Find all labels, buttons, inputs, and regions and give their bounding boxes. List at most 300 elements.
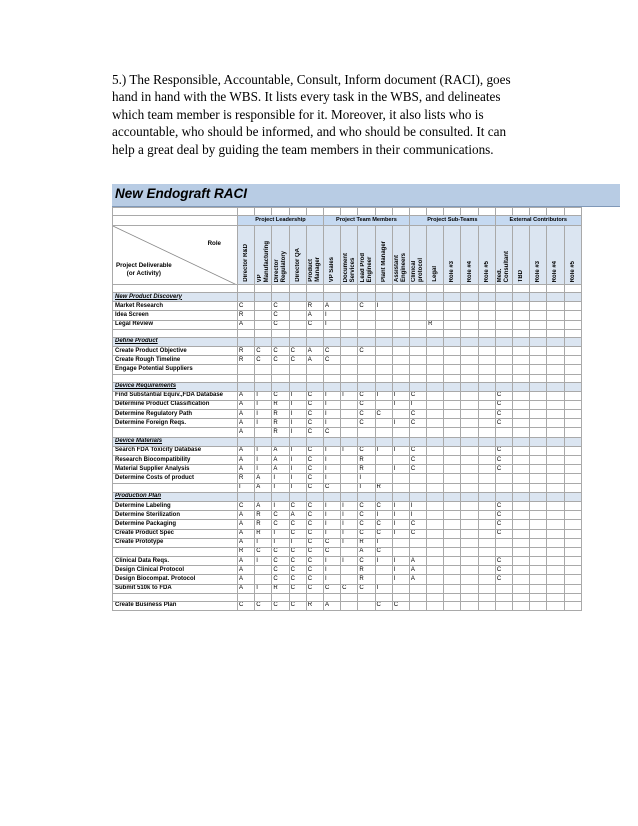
row-label: Design Clinical Protocol [113,566,238,575]
raci-cell [478,566,495,575]
raci-cell [564,538,581,547]
raci-cell: I [323,566,340,575]
raci-cell: A [238,584,255,593]
raci-cell [255,575,272,584]
raci-cell [478,391,495,400]
raci-cell: A [306,346,323,355]
raci-cell [478,456,495,465]
raci-cell [341,483,358,492]
role-name: Role #5 [483,260,490,282]
row-label: Create Business Plan [113,601,238,610]
raci-cell: C [358,557,375,566]
raci-cell: C [495,400,512,409]
row-label: Material Supplier Analysis [113,465,238,474]
raci-cell: C [495,566,512,575]
raci-cell: I [341,501,358,510]
raci-cell [461,601,478,610]
raci-cell [392,456,409,465]
row-label: Clinical Data Reqs. [113,557,238,566]
raci-cell [375,437,392,446]
raci-cell: C [495,557,512,566]
raci-cell [272,374,289,382]
raci-cell [513,410,530,419]
raci-cell: A [306,311,323,320]
raci-cell: R [427,320,444,329]
raci-cell: C [495,529,512,538]
raci-cell [409,428,426,437]
raci-cell [272,382,289,391]
raci-cell: A [238,428,255,437]
raci-cell: R [358,575,375,584]
raci-cell [547,520,564,529]
raci-cell: C [306,520,323,529]
section-row [113,437,582,446]
group-header: Project Team Members [323,216,409,226]
raci-cell: C [409,391,426,400]
raci-cell: I [255,446,272,455]
raci-cell [530,446,547,455]
raci-cell [530,410,547,419]
raci-cell [444,492,461,501]
raci-cell: R [255,520,272,529]
raci-cell [392,374,409,382]
raci-cell [341,601,358,610]
raci-cell [272,329,289,337]
cell [255,208,272,216]
raci-cell: C [495,410,512,419]
role-name: Role #3 [449,260,456,282]
raci-cell: I [392,511,409,520]
raci-cell: I [392,400,409,409]
group-header: Project Leadership [238,216,324,226]
raci-cell: I [341,511,358,520]
raci-cell [564,584,581,593]
raci-cell: I [323,311,340,320]
raci-cell [513,365,530,374]
raci-cell: I [255,538,272,547]
role-name: Assistant Engineers [394,252,408,282]
row-label: Create Rough Timeline [113,356,238,365]
raci-cell [427,520,444,529]
raci-cell [530,575,547,584]
raci-cell [513,557,530,566]
role-header [238,226,255,285]
raci-cell: I [392,566,409,575]
raci-cell: I [409,400,426,409]
raci-cell [461,437,478,446]
raci-cell [375,474,392,483]
raci-cell: I [272,501,289,510]
raci-cell [461,329,478,337]
raci-cell [461,529,478,538]
raci-cell [409,437,426,446]
raci-cell [358,601,375,610]
raci-cell: A [272,465,289,474]
task-row [113,400,582,409]
raci-cell [427,329,444,337]
raci-cell [461,511,478,520]
raci-cell [530,374,547,382]
raci-cell [358,374,375,382]
raci-cell [375,456,392,465]
raci-cell [341,337,358,346]
role-header [513,226,530,285]
row-label: Find Substantial Equiv.,FDA Database [113,391,238,400]
raci-cell [495,374,512,382]
cell [409,208,426,216]
raci-cell [427,410,444,419]
raci-cell [392,329,409,337]
raci-cell: I [289,410,306,419]
raci-cell: R [272,410,289,419]
raci-cell [461,410,478,419]
raci-cell: A [289,511,306,520]
raci-cell: C [289,584,306,593]
raci-cell [392,483,409,492]
raci-cell [478,320,495,329]
raci-cell: I [375,511,392,520]
raci-cell [409,311,426,320]
role-name: Director R&D [243,244,250,282]
cell [564,208,581,216]
raci-cell: I [255,465,272,474]
raci-cell: C [375,410,392,419]
raci-cell: C [306,584,323,593]
raci-cell: I [341,391,358,400]
raci-cell: I [272,529,289,538]
task-row [113,538,582,547]
raci-cell [547,511,564,520]
section-row [113,337,582,346]
raci-cell [409,474,426,483]
raci-cell: R [272,428,289,437]
raci-cell: C [409,446,426,455]
task-row [113,311,582,320]
raci-cell [461,285,478,293]
spacer-row [113,593,582,601]
role-header [478,226,495,285]
raci-cell: C [306,446,323,455]
raci-cell [375,566,392,575]
raci-cell [392,547,409,556]
raci-cell [513,311,530,320]
raci-grid [112,207,620,611]
raci-cell [323,293,340,302]
raci-cell: I [323,446,340,455]
raci-cell [530,520,547,529]
raci-cell: I [392,419,409,428]
raci-cell [495,356,512,365]
raci-cell [392,285,409,293]
raci-cell: C [495,520,512,529]
raci-cell: I [358,483,375,492]
raci-cell [392,302,409,311]
cell [444,208,461,216]
task-row [113,566,582,575]
role-header [392,226,409,285]
raci-cell [564,593,581,601]
raci-cell [427,346,444,355]
raci-cell [427,492,444,501]
raci-cell: R [238,346,255,355]
raci-cell [444,365,461,374]
raci-cell [547,419,564,428]
raci-cell: C [272,566,289,575]
raci-cell: C [409,456,426,465]
raci-cell [513,374,530,382]
raci-cell [478,329,495,337]
raci-cell [530,501,547,510]
raci-cell [409,365,426,374]
raci-cell: R [255,529,272,538]
raci-cell [409,346,426,355]
raci-cell [530,419,547,428]
raci-cell [392,320,409,329]
raci-cell [375,374,392,382]
cell [427,208,444,216]
raci-cell [461,346,478,355]
raci-cell [478,547,495,556]
raci-cell: C [272,520,289,529]
raci-cell [564,520,581,529]
role-name: Role #4 [466,260,473,282]
raci-cell [530,456,547,465]
raci-cell [547,566,564,575]
raci-cell: C [289,501,306,510]
raci-cell [444,557,461,566]
raci-cell [547,446,564,455]
raci-cell [495,346,512,355]
spacer-row [113,329,582,337]
raci-cell [323,329,340,337]
raci-cell [530,382,547,391]
raci-cell [547,391,564,400]
raci-cell [427,302,444,311]
raci-cell [427,501,444,510]
task-row [113,446,582,455]
raci-cell [495,285,512,293]
raci-cell: C [358,584,375,593]
raci-cell [547,501,564,510]
raci-cell: A [358,547,375,556]
raci-cell [478,584,495,593]
raci-cell [547,400,564,409]
raci-cell [427,428,444,437]
raci-cell [375,337,392,346]
raci-cell: C [409,465,426,474]
cell [513,208,530,216]
raci-cell: A [409,557,426,566]
group-header: External Contributors [495,216,581,226]
raci-cell [323,382,340,391]
raci-cell: C [289,547,306,556]
raci-cell: R [238,311,255,320]
raci-cell: R [272,400,289,409]
raci-cell [564,566,581,575]
raci-cell [513,337,530,346]
role-header [306,226,323,285]
raci-cell [427,566,444,575]
raci-cell: I [323,501,340,510]
raci-cell [564,391,581,400]
raci-cell [461,428,478,437]
raci-cell: C [306,501,323,510]
raci-cell [513,382,530,391]
raci-cell: C [289,566,306,575]
raci-cell [323,374,340,382]
raci-cell [341,428,358,437]
row-label: Engage Potential Suppliers [113,365,238,374]
task-row [113,456,582,465]
raci-cell: I [272,538,289,547]
raci-cell: C [495,446,512,455]
raci-cell [530,465,547,474]
raci-cell [341,593,358,601]
raci-cell: I [323,320,340,329]
raci-cell [513,428,530,437]
role-header [530,226,547,285]
raci-cell [323,593,340,601]
raci-cell [547,337,564,346]
raci-cell [444,474,461,483]
raci-cell [392,584,409,593]
raci-cell [255,428,272,437]
raci-cell [547,428,564,437]
role-header [564,226,581,285]
raci-cell: C [323,584,340,593]
raci-cell [444,465,461,474]
raci-cell [306,374,323,382]
raci-cell [530,593,547,601]
row-label [113,285,238,293]
raci-cell: C [323,346,340,355]
raci-cell: I [289,400,306,409]
raci-cell [427,391,444,400]
raci-cell [427,446,444,455]
raci-cell: A [409,566,426,575]
raci-cell [409,356,426,365]
raci-cell: I [255,456,272,465]
raci-cell [478,382,495,391]
raci-cell [409,329,426,337]
raci-cell [461,474,478,483]
raci-cell [392,311,409,320]
raci-cell [478,601,495,610]
raci-cell: C [272,557,289,566]
raci-cell [409,601,426,610]
row-label: Create Prototype [113,538,238,547]
raci-cell [392,492,409,501]
raci-cell [341,329,358,337]
raci-cell [255,365,272,374]
role-name: Lead Prod Engineer [359,252,373,282]
row-label: Determine Foreign Reqs. [113,419,238,428]
raci-cell [478,419,495,428]
raci-cell: C [358,400,375,409]
raci-cell [513,285,530,293]
raci-cell [564,492,581,501]
role-header-row [113,226,582,285]
raci-cell [461,483,478,492]
task-row [113,547,582,556]
raci-cell: I [272,483,289,492]
cell [530,208,547,216]
row-label: Create Product Spec [113,529,238,538]
raci-cell [513,346,530,355]
raci-cell: C [272,320,289,329]
raci-cell [513,356,530,365]
raci-cell [255,320,272,329]
raci-cell [547,302,564,311]
raci-cell [255,492,272,501]
raci-cell [289,311,306,320]
raci-cell [289,365,306,374]
raci-cell [564,483,581,492]
raci-cell [392,382,409,391]
row-label: Determine Regulatory Path [113,410,238,419]
raci-cell [444,437,461,446]
role-name: Plant Manager [380,240,387,282]
raci-cell [530,538,547,547]
raci-cell [461,365,478,374]
raci-cell [375,320,392,329]
raci-cell: I [341,529,358,538]
raci-cell [547,365,564,374]
raci-cell: R [358,465,375,474]
raci-cell [392,437,409,446]
raci-cell [530,285,547,293]
role-header [323,226,340,285]
raci-cell: C [392,601,409,610]
raci-cell: C [255,346,272,355]
raci-cell [444,337,461,346]
role-header [358,226,375,285]
raci-cell [255,566,272,575]
raci-cell [564,511,581,520]
raci-cell [547,474,564,483]
raci-cell: I [255,584,272,593]
cell [358,208,375,216]
raci-cell [478,593,495,601]
raci-cell [478,356,495,365]
raci-cell: C [289,529,306,538]
raci-cell [392,593,409,601]
raci-cell: C [289,520,306,529]
raci-cell [495,337,512,346]
task-row [113,320,582,329]
raci-cell [547,293,564,302]
raci-cell: C [306,428,323,437]
raci-cell: C [272,391,289,400]
raci-cell [564,346,581,355]
raci-cell: I [375,557,392,566]
raci-cell: I [289,428,306,437]
raci-cell [341,374,358,382]
raci-cell: C [306,547,323,556]
raci-cell [495,329,512,337]
raci-cell: C [409,529,426,538]
raci-cell: A [238,557,255,566]
raci-cell: I [289,538,306,547]
task-row [113,346,582,355]
raci-cell: I [289,474,306,483]
raci-cell [289,293,306,302]
raci-cell [409,374,426,382]
raci-cell: C [375,520,392,529]
raci-cell [358,329,375,337]
raci-cell [427,456,444,465]
raci-cell [513,575,530,584]
